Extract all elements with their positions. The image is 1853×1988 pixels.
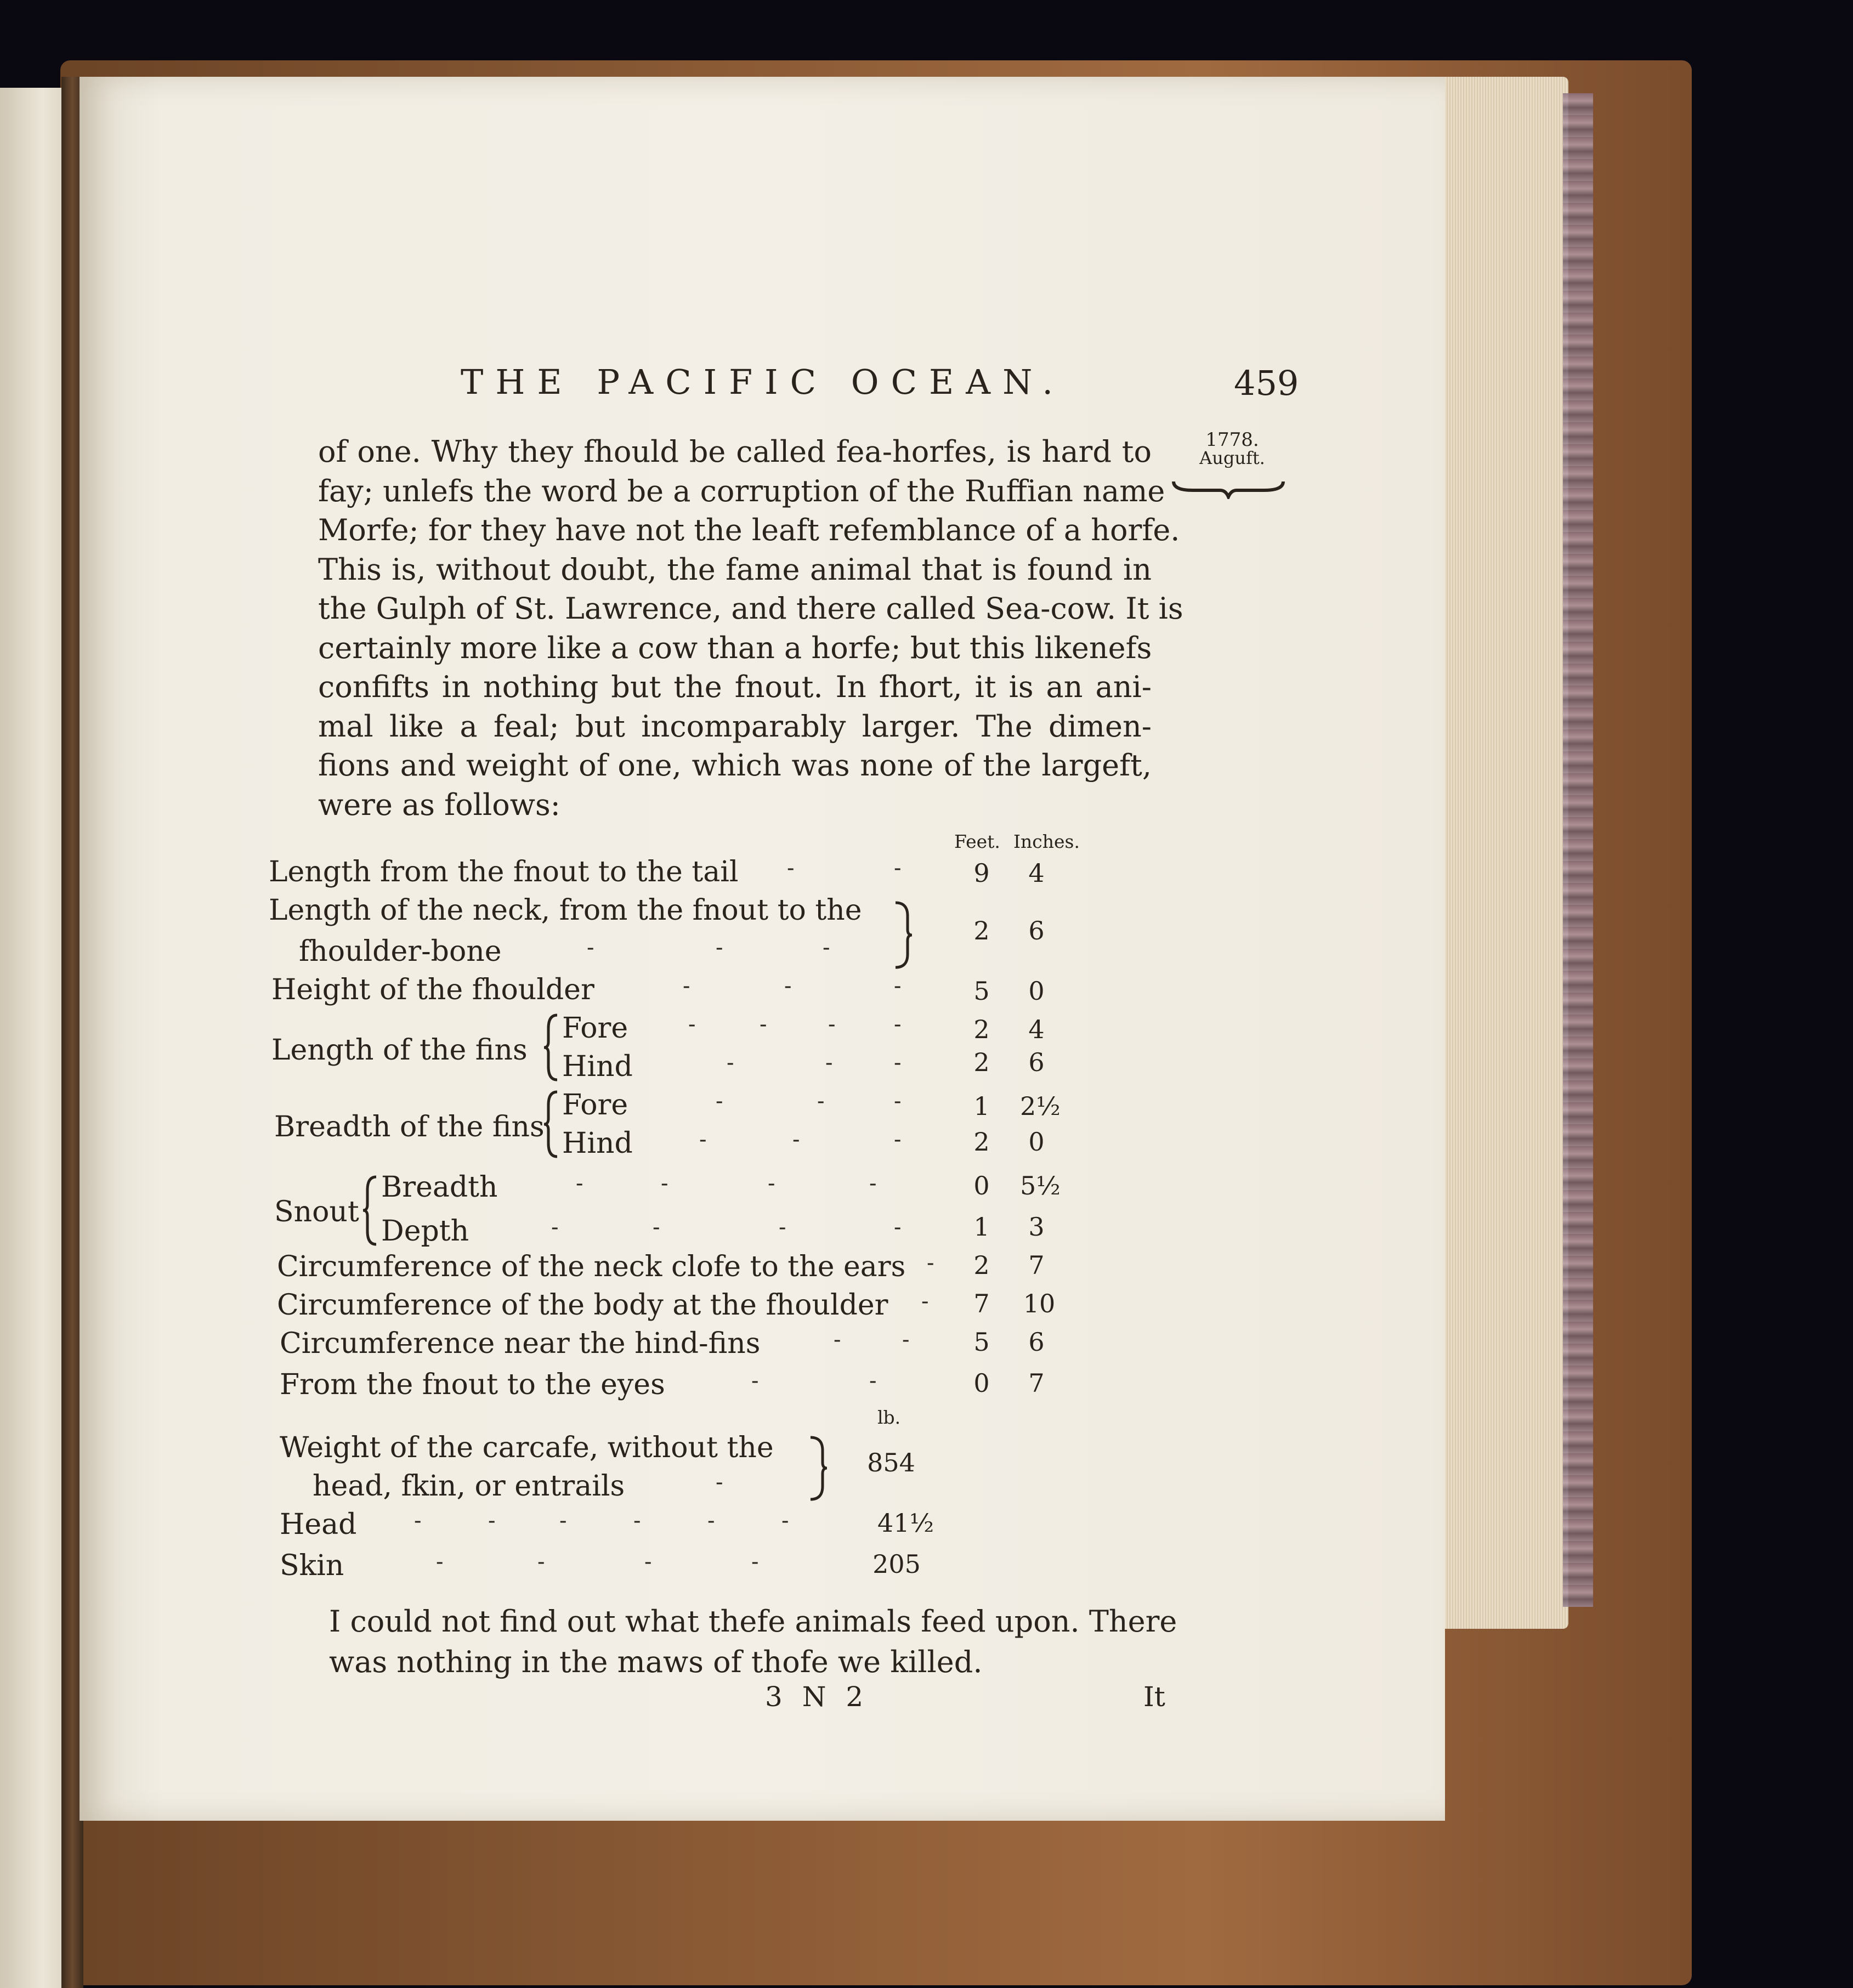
leader-dash: - [894,973,902,999]
row-length-fins-fore-feet: 2 [973,1015,990,1044]
leader-dash: - [787,856,795,881]
row-skin-label: Skin [280,1549,344,1582]
text-line: the Gulph of St. Lawrence, and there called Sea-cow. It is [318,591,1183,626]
row-snout-eyes-label: From the fnout to the eyes [280,1368,665,1401]
row-weight-label-2: head, fkin, or entrails [313,1470,625,1503]
leader-dash: - [707,1508,715,1533]
column-inches: Inches. [1013,831,1080,852]
row-snout-eyes-feet: 0 [973,1368,990,1398]
marbled-edge [1563,93,1593,1607]
column-lb: lb. [877,1407,901,1428]
text-line: This is, without doubt, the fame animal that is found in [318,552,1152,587]
leader-dash: - [551,1215,559,1240]
leader-dash: - [817,1089,825,1114]
leader-dash: - [559,1508,567,1533]
row-length-fins-hind-inches: 6 [1028,1047,1045,1077]
leader-dash: - [894,1215,902,1240]
row-breadth-fins-fore-feet: 1 [973,1091,990,1121]
row-height-shoulder-inches: 0 [1028,976,1045,1006]
margin-year: 1778. [1205,429,1259,451]
catchword: It [1143,1681,1165,1713]
margin-brace-icon [1171,477,1286,499]
leader-dash: - [894,1127,902,1152]
text-line: fay; unlefs the word be a corruption of the Ruffian name [318,473,1165,508]
row-length-fins-hind: Hind [562,1050,633,1083]
leader-dash: - [587,935,594,960]
text-line: fions and weight of one, which was none of the largeft, [318,748,1152,783]
leader-dash: - [633,1508,641,1533]
row-length-fins-hind-feet: 2 [973,1047,990,1077]
signature-mark: 3 N 2 [765,1681,869,1713]
leader-dash: - [751,1549,759,1574]
text-line: certainly more like a cow than a horfe; but this likenefs [318,630,1152,665]
leader-dash: - [751,1368,759,1394]
row-circ-body-inches: 10 [1023,1289,1056,1318]
row-circ-neck-inches: 7 [1028,1250,1045,1280]
row-weight-label-1: Weight of the carcafe, without the [280,1431,774,1464]
text-line: were as follows: [318,787,560,822]
row-breadth-fins-label: Breadth of the fins [274,1111,545,1143]
row-circ-hind-feet: 5 [973,1327,990,1357]
leader-dash: - [927,1250,934,1276]
row-breadth-fins-fore: Fore [562,1089,628,1122]
leader-dash: - [661,1171,668,1196]
row-length-tail-label: Length from the fnout to the tail [269,856,739,888]
leader-dash: - [894,1050,902,1075]
leader-dash: - [716,935,723,960]
column-feet: Feet. [954,831,1000,852]
row-weight-lb: 854 [867,1448,915,1477]
row-head-label: Head [280,1508,357,1541]
running-title: THE PACIFIC OCEAN. [461,362,1066,402]
row-length-neck-feet: 2 [973,916,990,945]
row-breadth-fins-hind-inches: 0 [1028,1127,1045,1157]
body-paragraph [318,432,1183,824]
row-snout-depth-feet: 1 [973,1212,990,1242]
row-length-neck-label-1: Length of the neck, from the fnout to the [269,894,862,927]
leader-dash: - [869,1368,877,1394]
leader-dash: - [436,1549,444,1574]
facing-page [0,88,71,1988]
leader-dash: - [781,1508,789,1533]
row-circ-neck-label: Circumference of the neck clofe to the ears [277,1250,906,1283]
text-line: confifts in nothing but the fnout. In fhort, it is an ani- [318,670,1152,704]
leader-dash: - [576,1171,583,1196]
leader-dash: - [760,1012,767,1037]
leader-dash: - [768,1171,775,1196]
leader-dash: - [727,1050,734,1075]
leader-dash: - [823,935,830,960]
row-length-tail-feet: 9 [973,858,990,888]
leader-dash: - [779,1215,786,1240]
leader-dash: - [894,856,902,881]
brace-icon [362,1174,378,1248]
text-line: Morfe; for they have not the leaft refemblance of a horfe. [318,513,1180,547]
leader-dash: - [784,973,792,999]
leader-dash: - [644,1549,652,1574]
row-height-shoulder-feet: 5 [973,976,990,1006]
row-length-fins-fore: Fore [562,1012,628,1045]
row-length-fins-label: Length of the fins [271,1034,528,1067]
leader-dash: - [828,1012,836,1037]
row-head-lb: 41½ [877,1508,934,1538]
leader-dash: - [488,1508,496,1533]
leader-dash: - [834,1327,841,1352]
brace-icon [806,1434,828,1503]
leader-dash: - [653,1215,660,1240]
row-length-neck-inches: 6 [1028,916,1045,945]
row-breadth-fins-fore-inches: 2½ [1020,1091,1061,1121]
brace-icon [543,1089,559,1160]
row-skin-lb: 205 [872,1549,921,1579]
row-snout-breadth-feet: 0 [973,1171,990,1200]
brace-icon [543,1012,559,1083]
row-snout-breadth-inches: 5½ [1020,1171,1061,1200]
brace-icon [891,899,913,971]
row-snout-label: Snout [274,1196,359,1228]
page-number: 459 [1234,363,1299,403]
leader-dash: - [869,1171,877,1196]
row-snout-depth: Depth [381,1215,469,1248]
leader-dash: - [894,1089,902,1114]
row-height-shoulder-label: Height of the fhoulder [271,973,594,1006]
leader-dash: - [825,1050,833,1075]
row-length-tail-inches: 4 [1028,858,1045,888]
margin-note [1177,431,1287,467]
leader-dash: - [699,1127,707,1152]
leader-dash: - [921,1289,929,1314]
text-line: mal like a feal; but incomparably larger. The dimen- [318,709,1152,744]
book-page [80,77,1445,1821]
leader-dash: - [792,1127,800,1152]
row-breadth-fins-hind-feet: 2 [973,1127,990,1157]
leader-dash: - [902,1327,910,1352]
row-circ-hind-inches: 6 [1028,1327,1045,1357]
text-line: of one. Why they fhould be called fea-horfes, is hard to [318,434,1152,469]
leader-dash: - [716,1089,723,1114]
row-snout-breadth: Breadth [381,1171,498,1204]
row-snout-depth-inches: 3 [1028,1212,1045,1242]
leader-dash: - [537,1549,545,1574]
row-length-neck-label-2: fhoulder-bone [299,935,502,968]
row-snout-eyes-inches: 7 [1028,1368,1045,1398]
page-edges [1437,77,1568,1629]
leader-dash: - [894,1012,902,1037]
row-circ-neck-feet: 2 [973,1250,990,1280]
leader-dash: - [683,973,690,999]
margin-month: Auguft. [1199,448,1265,468]
text-line: I could not find out what thefe animals feed upon. There [329,1604,1177,1639]
row-circ-body-feet: 7 [973,1289,990,1318]
closing-paragraph [329,1601,1177,1683]
row-breadth-fins-hind: Hind [562,1127,633,1160]
row-length-fins-fore-inches: 4 [1028,1015,1045,1044]
row-circ-body-label: Circumference of the body at the fhoulder [277,1289,888,1322]
leader-dash: - [414,1508,422,1533]
text-line: was nothing in the maws of thofe we killed. [329,1645,983,1679]
row-circ-hind-label: Circumference near the hind-fins [280,1327,761,1360]
leader-dash: - [688,1012,696,1037]
leader-dash: - [716,1470,723,1495]
